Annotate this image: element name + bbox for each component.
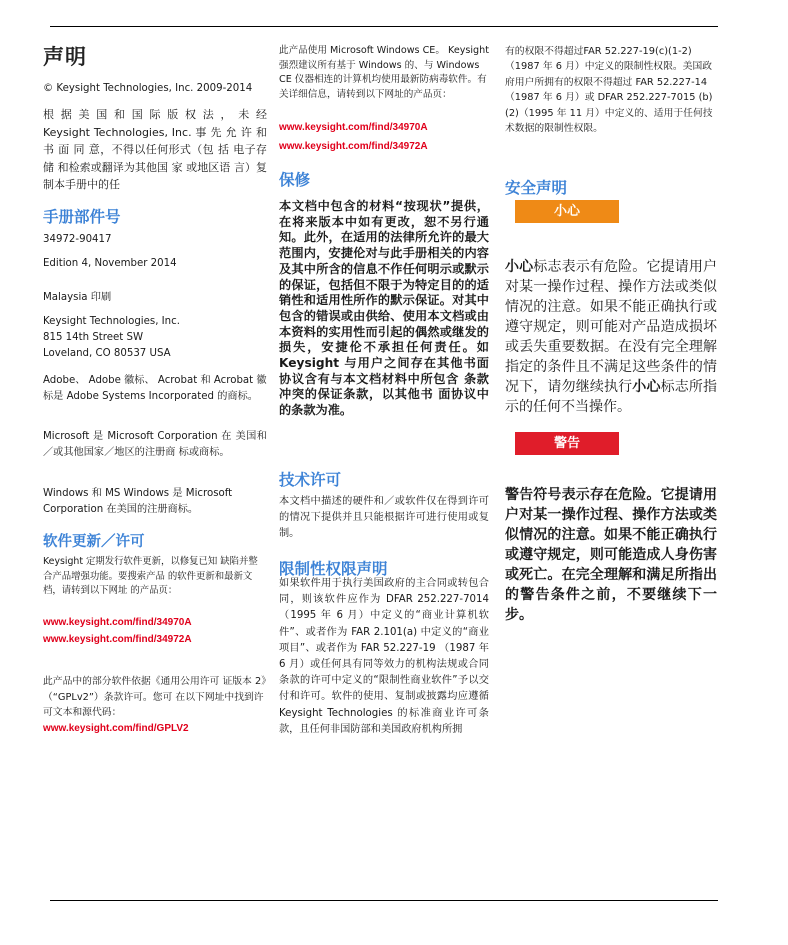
tech-license-text: 本文档中描述的硬件和／或软件仅在得到许可的情况下提供并且只能根据许可进行使用或复制。 <box>279 496 489 539</box>
address-line-1: Keysight Technologies, Inc. <box>43 316 180 327</box>
edition-text: Edition 4, November 2014 <box>43 258 177 269</box>
manual-part-heading: 手册部件号 <box>43 208 121 226</box>
warning-badge: 警告 <box>515 432 619 455</box>
part-number: 34972-90417 <box>43 234 112 245</box>
adobe-trademark: Adobe、 Adobe 徽标、 Acrobat 和 Acrobat 徽标是 Adobe Systems Incorporated 的商标。 <box>43 375 267 402</box>
copyright-intro: 根 据 美 国 和 国 际 版 权 法 ， 未 经 Keysight Technologies, Inc. 事 先 允 许 和 书 面 同 意，不得以任何形式（包 括 电子存储 和检索或翻译为其他国 家 或地区语 言）复制本手册中的任 <box>43 108 267 191</box>
warranty-heading: 保修 <box>279 171 311 189</box>
printed-in-text: Malaysia 印刷 <box>43 292 112 303</box>
caution-text-a: 标志表示有危险。它提请用户对某一操作过程、操作方法或类似情况的注意。如果不能正确执行或遵守规定，则可能对产品造成损坏或丢失重要数据。在没有完全理解指定的条件且不满足这些条件的情况下，请勿继续执行 <box>505 259 718 395</box>
safety-heading: 安全声明 <box>505 179 568 197</box>
link-34970a[interactable]: www.keysight.com/find/34970A <box>43 617 192 628</box>
microsoft-trademark: Microsoft 是 Microsoft Corporation 在 美国和／或其他国家／地区的注册商 标或商标。 <box>43 431 267 458</box>
caution-text <box>505 257 717 417</box>
address-line-3: Loveland, CO 80537 USA <box>43 348 171 359</box>
link-34972a[interactable]: www.keysight.com/find/34972A <box>43 634 192 645</box>
caution-word: 小心 <box>505 259 534 275</box>
windows-ce-text: 此产品使用 Microsoft Windows CE。 Keysight 强烈建议所有基于 Windows 的、与 Windows CE 仪器相连的计算机均使用最新防病毒软件。有关详细信息，请转到以下网址的产品页： <box>279 45 489 100</box>
page-title: 声明 <box>43 45 87 69</box>
restricted-rights-continued: 有的权限不得超过FAR 52.227-19(c)(1-2)（1987 年 6 月）中定义的限制性权限。美国政府用户所拥有的权限不得超过 FAR 52.227-14（1987 年 6 月）或 DFAR 252.227-7015 (b)(2)（1995 年 11 月）中定义的、适用于任何技术数据的限制性权限。 <box>505 46 713 135</box>
software-update-heading: 软件更新／许可 <box>43 534 145 550</box>
restricted-rights-heading: 限制性权限声明 <box>279 560 388 578</box>
link-34972a[interactable]: www.keysight.com/find/34972A <box>279 141 428 152</box>
gpl-text: 此产品中的部分软件依据《通用公用许可 证版本 2》（“GPLv2”）条款许可。您可 在以下网址中找到许可文本和源代码： <box>43 676 267 718</box>
warranty-text: 本文档中包含的材料“按现状”提供，在将来版本中如有更改，恕不另行通知。此外，在适用的法律所允许的最大范围内，安捷伦对与此手册相关的内容及其中所含的信息不作任何明示或默示的保证，包括但不限于为特定目的的适销性和适用性所作的默示保证。对其中包含的错误或由供给、使用本文档或由本资料的实用性而引起的偶然或继发的损失，安捷伦不承担任何责任。如 Keysight 与用户之间存在其他书面 协议含有与本文档材料中所包含 条款冲突的保证条款，以其他书 面协议中的条款为准。 <box>279 199 489 418</box>
bottom-rule <box>50 900 718 901</box>
address-line-2: 815 14th Street SW <box>43 332 144 343</box>
link-gplv2[interactable]: www.keysight.com/find/GPLV2 <box>43 723 189 734</box>
top-rule <box>50 26 718 27</box>
restricted-rights-text: 如果软件用于执行美国政府的主合同或转包合同，则该软件应作为 DFAR 252.227-7014（1995 年 6 月）中定义的“商业计算机软件”、或者作为 FAR 2.101(a) 中定义的“商业项目”、或者作为 FAR 52.227-19 （1987 年 6 月）或任何具有同等效力的机构法规或合同条款的许可中定义的“限制性商业软件”予以交付和许可。软件的使用、复制或披露均应遵循 Keysight Technologies 的标准商业许可条款，且任何非国防部和美国政府机构所拥 <box>279 578 489 735</box>
copyright-text: © Keysight Technologies, Inc. 2009-2014 <box>43 83 253 94</box>
caution-word: 小心 <box>632 379 661 395</box>
windows-trademark: Windows 和 MS Windows 是 Microsoft Corporation 在美国的注册商标。 <box>43 488 233 515</box>
caution-text-b: 标志所指示的任何不当操作。 <box>505 379 718 415</box>
warning-text: 警告符号表示存在危险。它提请用户对某一操作过程、操作方法或类似情况的注意。如果不能正确执行或遵守规定，则可能造成人身伤害或死亡。在完全理解和满足所指出的警告条件之前，不要继续下一步。 <box>505 487 717 623</box>
software-update-text: Keysight 定期发行软件更新，以修复已知 缺陷并整合产品增强功能。要搜索产品 的软件更新和最新文档，请转到以下网址 的产品页： <box>43 556 258 596</box>
caution-badge: 小心 <box>515 200 619 223</box>
tech-license-heading: 技术许可 <box>279 471 342 489</box>
link-34970a[interactable]: www.keysight.com/find/34970A <box>279 122 428 133</box>
